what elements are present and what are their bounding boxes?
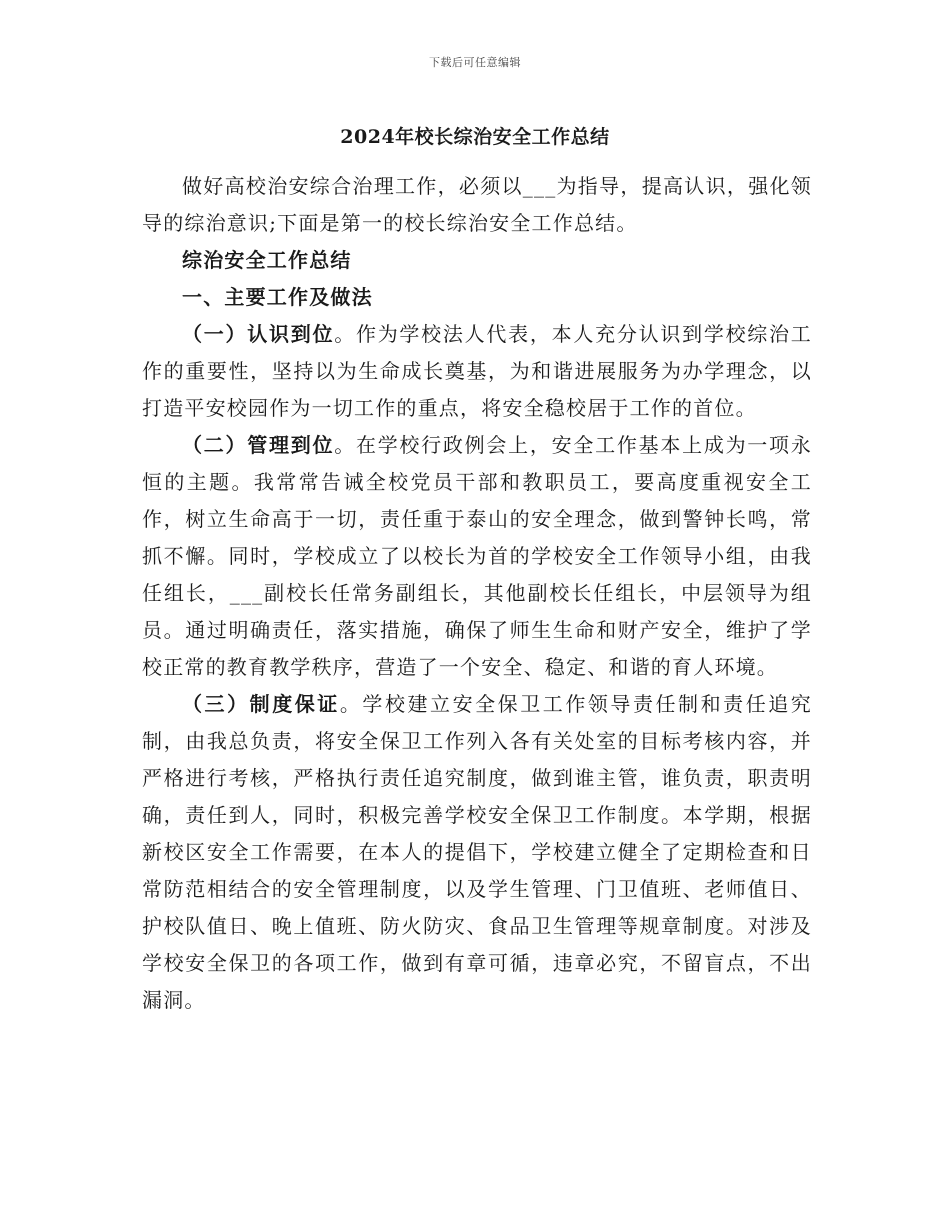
item-paragraph-1 xyxy=(142,316,812,427)
item-paragraph-2 xyxy=(142,427,812,686)
intro-paragraph: 做好高校治安综合治理工作，必须以___为指导，提高认识，强化领导的综治意识;下面是第一的校长综治安全工作总结。 xyxy=(142,174,812,235)
item-text: 。学校建立安全保卫工作领导责任制和责任追究制，由我总负责，将安全保卫工作列入各有关处室的目标考核内容，并严格进行考核，严格执行责任追究制度，做到谁主管，谁负责，职责明确，责任到人，同时，积极完善学校安全保卫工作制度。本学期，根据新校区安全工作需要，在本人的提倡下，学校建立健全了定期检查和日常防范相结合的安全管理制度，以及学生管理、门卫值班、老师值日、护校队值日、晚上值班、防火防灾、食品卫生管理等规章制度。对涉及学校安全保卫的各项工作，做到有章可循，违章必究，不留盲点，不出漏洞。 xyxy=(142,692,812,1012)
item-lead: （一）认识到位 xyxy=(182,322,335,346)
item-text: 。作为学校法人代表，本人充分认识到学校综治工作的重要性，坚持以为生命成长奠基，为和谐进展服务为办学理念，以打造平安校园作为一切工作的重点，将安全稳校居于工作的首位。 xyxy=(142,322,812,420)
section-heading: 综治安全工作总结 xyxy=(182,248,352,272)
item-paragraph-3 xyxy=(142,686,812,1019)
header-note: 下载后可任意编辑 xyxy=(429,56,521,69)
subsection-heading: 一、主要工作及做法 xyxy=(182,285,373,309)
document-title: 2024年校长综治安全工作总结 xyxy=(340,126,610,148)
item-lead: （二）管理到位 xyxy=(182,433,335,457)
document-body xyxy=(142,168,812,1019)
item-lead: （三）制度保证 xyxy=(182,692,340,716)
item-text: 。在学校行政例会上，安全工作基本上成为一项永恒的主题。我常常告诫全校党员干部和教职员工，要高度重视安全工作，树立生命高于一切，责任重于泰山的安全理念，做到警钟长鸣，常抓不懈。同时，学校成立了以校长为首的学校安全工作领导小组，由我任组长，___副校长任常务副组长，其他副校长任组长，中层领导为组员。通过明确责任，落实措施，确保了师生生命和财产安全，维护了学校正常的教育教学秩序，营造了一个安全、稳定、和谐的育人环境。 xyxy=(142,433,812,679)
